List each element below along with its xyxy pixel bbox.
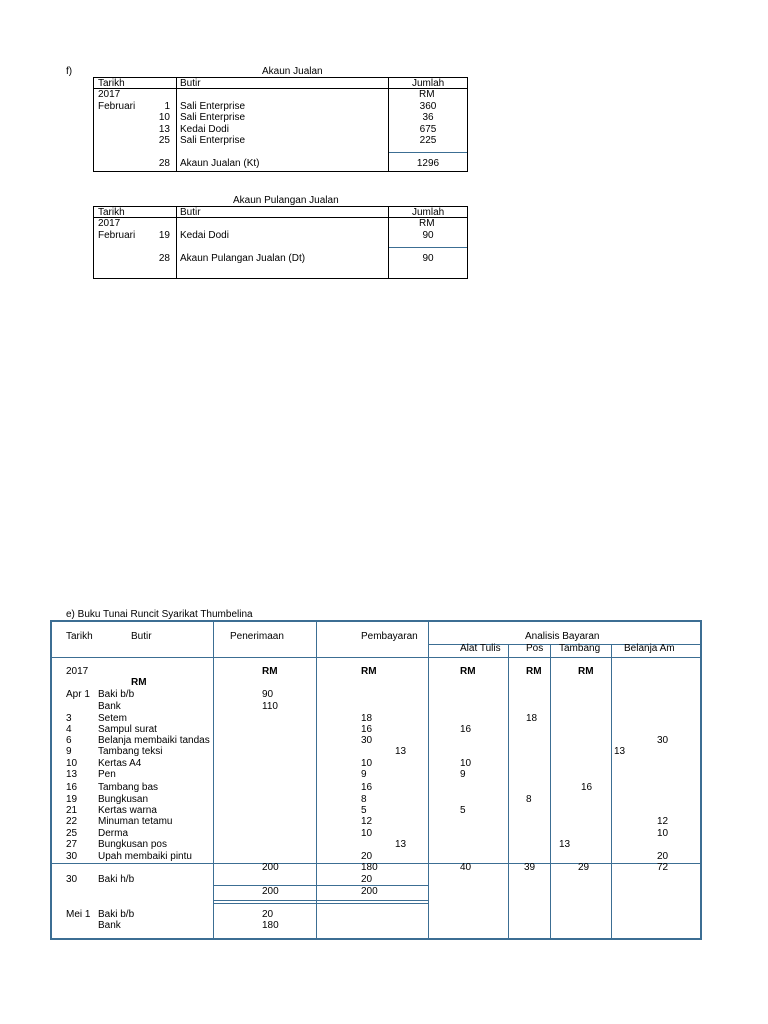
sales-row-item: Sali Enterprise bbox=[180, 101, 246, 112]
row-item: Derma bbox=[98, 828, 129, 839]
col-line-fares bbox=[611, 645, 612, 939]
col-line-postage bbox=[550, 645, 551, 939]
sales-total-day: 28 bbox=[158, 158, 170, 169]
returns-total-item: Akaun Pulangan Jualan (Dt) bbox=[180, 253, 306, 264]
returns-year: 2017 bbox=[98, 218, 121, 229]
row-date: 13 bbox=[66, 769, 78, 780]
sales-row-item: Sali Enterprise bbox=[180, 135, 246, 146]
header-item: Butir bbox=[131, 631, 152, 642]
row-item: Bungkusan pos bbox=[98, 839, 167, 850]
sales-account-title: Akaun Jualan bbox=[262, 66, 323, 77]
sales-bottom-line bbox=[93, 171, 468, 172]
row-payment: 20 bbox=[361, 851, 373, 862]
row-date: 9 bbox=[66, 746, 72, 757]
row-item: Tambang bas bbox=[98, 782, 159, 793]
total-receipts: 200 bbox=[262, 862, 279, 873]
row-item: Upah membaiki pintu bbox=[98, 851, 192, 862]
row-item: Belanja membaiki tandas bbox=[98, 735, 210, 746]
grand-total-double-rule-2 bbox=[214, 903, 428, 904]
sales-col-line-1 bbox=[176, 77, 177, 172]
sales-row-day: 13 bbox=[158, 124, 170, 135]
row-date: Apr 1 bbox=[66, 689, 90, 700]
row-date: 22 bbox=[66, 816, 78, 827]
currency-payments-col: RM bbox=[361, 666, 377, 677]
header-general: Belanja Am bbox=[624, 643, 675, 654]
row-item: Bungkusan bbox=[98, 794, 149, 805]
sales-currency: RM bbox=[419, 89, 435, 100]
opening-item: Bank bbox=[98, 920, 121, 931]
petty-year: 2017 bbox=[66, 666, 89, 677]
row-item: Bank bbox=[98, 701, 121, 712]
section-f-label: f) bbox=[66, 66, 73, 77]
grand-total-payments: 200 bbox=[361, 886, 378, 897]
grand-total-top-rule bbox=[214, 885, 428, 886]
row-payment: 16 bbox=[361, 782, 373, 793]
opening-item: Baki b/b bbox=[98, 909, 135, 920]
opening-receipt: 20 bbox=[262, 909, 274, 920]
row-date: 16 bbox=[66, 782, 78, 793]
sales-row-item: Kedai Dodi bbox=[180, 124, 229, 135]
row-payment: 8 bbox=[361, 794, 367, 805]
header-postage: Pos bbox=[526, 643, 544, 654]
header-date: Tarikh bbox=[66, 631, 93, 642]
row-date: 6 bbox=[66, 735, 72, 746]
row-payment: 5 bbox=[361, 805, 367, 816]
row-payment: 12 bbox=[361, 816, 373, 827]
row-stationery: 16 bbox=[460, 724, 472, 735]
row-payment: 30 bbox=[361, 735, 373, 746]
returns-col-line-1 bbox=[176, 206, 177, 279]
sales-header-item: Butir bbox=[180, 78, 201, 89]
col-line-item bbox=[213, 621, 214, 939]
row-general: 13 bbox=[614, 746, 626, 757]
petty-cash-title: e) Buku Tunai Runcit Syarikat Thumbelina bbox=[66, 609, 253, 620]
row-payment: 9 bbox=[361, 769, 367, 780]
sales-right-line bbox=[467, 77, 468, 172]
col-line-receipts bbox=[316, 621, 317, 939]
returns-total-rule bbox=[389, 247, 467, 248]
returns-total-amount: 90 bbox=[422, 253, 434, 264]
row-item: Baki b/b bbox=[98, 689, 135, 700]
row-date: 30 bbox=[66, 851, 78, 862]
returns-header-item: Butir bbox=[180, 207, 201, 218]
header-receipts: Penerimaan bbox=[230, 631, 284, 642]
header-stationery: Alat Tulis bbox=[460, 643, 501, 654]
currency-item-col: RM bbox=[131, 677, 147, 688]
returns-right-line bbox=[467, 206, 468, 279]
row-date: 27 bbox=[66, 839, 78, 850]
returns-left-line bbox=[93, 206, 94, 279]
total-stationery: 40 bbox=[460, 862, 472, 873]
returns-bottom-line bbox=[93, 278, 468, 279]
returns-row-item: Kedai Dodi bbox=[180, 230, 229, 241]
sales-row-item: Sali Enterprise bbox=[180, 112, 246, 123]
row-fares: 13 bbox=[559, 839, 571, 850]
col-line-payments bbox=[428, 621, 429, 939]
sales-month: Februari bbox=[98, 101, 136, 112]
total-general: 72 bbox=[657, 862, 669, 873]
col-line-stationery bbox=[508, 645, 509, 939]
returns-header-amount: Jumlah bbox=[412, 207, 445, 218]
row-general: 12 bbox=[657, 816, 669, 827]
grand-total-receipts: 200 bbox=[262, 886, 279, 897]
opening-receipt: 180 bbox=[262, 920, 279, 931]
row-payment: 13 bbox=[395, 746, 407, 757]
sales-row-day: 10 bbox=[158, 112, 170, 123]
sales-total-amount: 1296 bbox=[416, 158, 440, 169]
row-stationery: 9 bbox=[460, 769, 466, 780]
sales-year: 2017 bbox=[98, 89, 121, 100]
grand-total-double-rule-1 bbox=[214, 900, 428, 901]
row-date: 25 bbox=[66, 828, 78, 839]
currency-receipts-col: RM bbox=[262, 666, 278, 677]
returns-row-day: 19 bbox=[158, 230, 170, 241]
returns-account-title: Akaun Pulangan Jualan bbox=[233, 195, 339, 206]
row-date: 4 bbox=[66, 724, 72, 735]
closing-item: Baki h/b bbox=[98, 874, 135, 885]
sales-left-line bbox=[93, 77, 94, 172]
row-stationery: 10 bbox=[460, 758, 472, 769]
currency-stationery-col: RM bbox=[460, 666, 476, 677]
currency-fares-col: RM bbox=[578, 666, 594, 677]
row-payment: 13 bbox=[395, 839, 407, 850]
sales-total-item: Akaun Jualan (Kt) bbox=[180, 158, 260, 169]
sales-row-amount: 360 bbox=[419, 101, 437, 112]
returns-total-day: 28 bbox=[158, 253, 170, 264]
header-fares: Tambang bbox=[559, 643, 601, 654]
returns-currency: RM bbox=[419, 218, 435, 229]
row-general: 20 bbox=[657, 851, 669, 862]
total-payments: 180 bbox=[361, 862, 378, 873]
returns-col-line-2 bbox=[388, 206, 389, 279]
closing-date: 30 bbox=[66, 874, 78, 885]
closing-payment: 20 bbox=[361, 874, 373, 885]
row-item: Pen bbox=[98, 769, 116, 780]
sales-col-line-2 bbox=[388, 77, 389, 172]
header-analysis: Analisis Bayaran bbox=[525, 631, 600, 642]
returns-month: Februari bbox=[98, 230, 136, 241]
row-item: Sampul surat bbox=[98, 724, 157, 735]
sales-header-date: Tarikh bbox=[98, 78, 125, 89]
row-item: Tambang teksi bbox=[98, 746, 163, 757]
opening-date: Mei 1 bbox=[66, 909, 91, 920]
row-date: 19 bbox=[66, 794, 78, 805]
row-payment: 10 bbox=[361, 828, 373, 839]
sales-row-day: 25 bbox=[158, 135, 170, 146]
row-item: Kertas A4 bbox=[98, 758, 142, 769]
sales-row-amount: 36 bbox=[422, 112, 434, 123]
sales-header-amount: Jumlah bbox=[412, 78, 445, 89]
sales-total-rule bbox=[389, 152, 467, 153]
sales-row-day: 1 bbox=[164, 101, 170, 112]
row-postage: 8 bbox=[526, 794, 532, 805]
header-payments: Pembayaran bbox=[361, 631, 418, 642]
row-receipt: 90 bbox=[262, 689, 274, 700]
sales-row-amount: 675 bbox=[419, 124, 437, 135]
returns-header-date: Tarikh bbox=[98, 207, 125, 218]
row-postage: 18 bbox=[526, 713, 538, 724]
total-postage: 39 bbox=[524, 862, 536, 873]
row-item: Minuman tetamu bbox=[98, 816, 173, 827]
row-item: Setem bbox=[98, 713, 127, 724]
row-date: 10 bbox=[66, 758, 78, 769]
row-stationery: 5 bbox=[460, 805, 466, 816]
row-date: 3 bbox=[66, 713, 72, 724]
row-receipt: 110 bbox=[262, 701, 278, 712]
row-date: 21 bbox=[66, 805, 78, 816]
row-payment: 10 bbox=[361, 758, 373, 769]
row-general: 30 bbox=[657, 735, 669, 746]
row-general: 10 bbox=[657, 828, 669, 839]
sales-row-amount: 225 bbox=[419, 135, 437, 146]
row-payment: 16 bbox=[361, 724, 373, 735]
total-fares: 29 bbox=[578, 862, 590, 873]
returns-row-amount: 90 bbox=[422, 230, 434, 241]
header-bottom-line bbox=[51, 657, 701, 658]
row-payment: 18 bbox=[361, 713, 373, 724]
row-fares: 16 bbox=[581, 782, 593, 793]
row-item: Kertas warna bbox=[98, 805, 157, 816]
currency-postage-col: RM bbox=[526, 666, 542, 677]
